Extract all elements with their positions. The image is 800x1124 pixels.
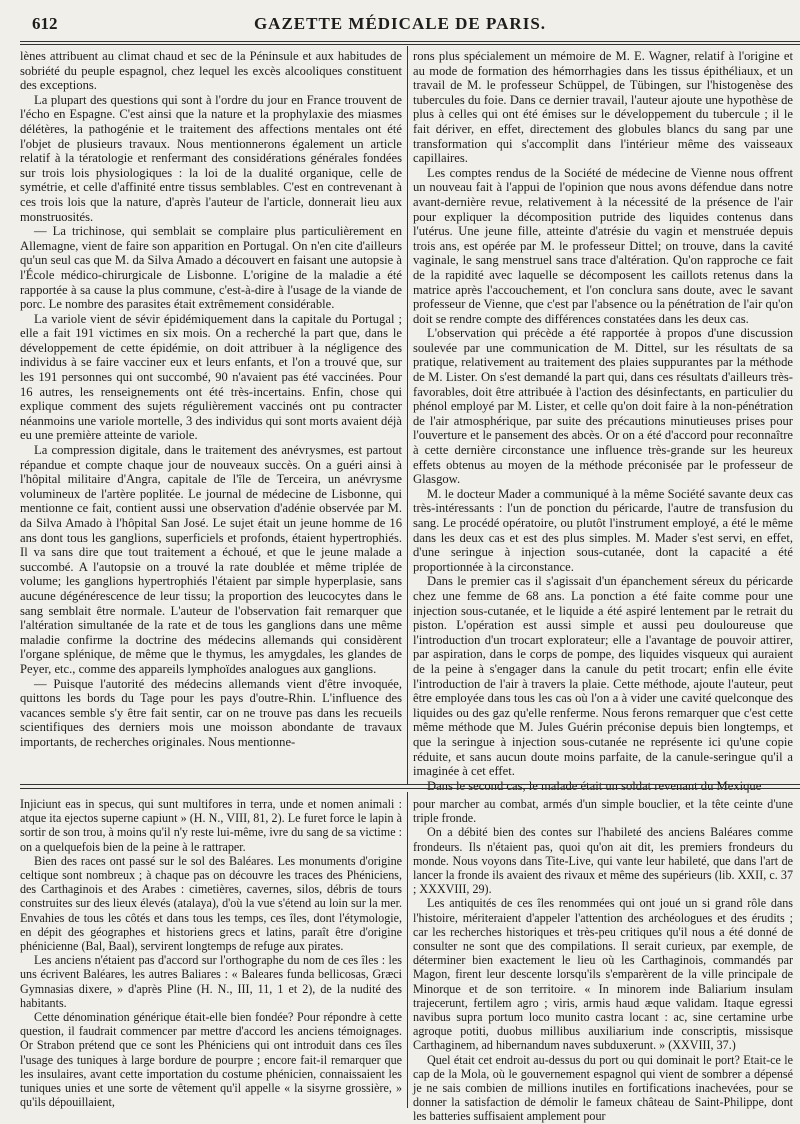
paragraph: Injiciunt eas in specus, qui sunt multifores in terra, unde et nomen animali : atque ita ejectos superne capiunt » (H. N., VIII, 81, 2). Le furet force le lapin à sortir de son trou, à moins qu'il n'y reste lui-même, ivre du sang de sa victime : on a quelquefois bien de la peine à le rattraper. [20, 797, 402, 854]
paragraph: M. le docteur Mader a communiqué à la même Société savante deux cas très-intéressants : l'un de ponction du péricarde, l'autre de transfusion du sang. Le procédé opératoire, ou plutôt l'instrument employé, a été le même dans les deux cas et est des plus simples. M. Mader s'est servi, en effet, d'une seringue à injection sous-cutanée, dont la capacité a été proportionnée à la circonstance. [413, 486, 793, 574]
feuilleton-column-left [20, 797, 402, 1110]
header-rule-thin [20, 44, 800, 45]
paragraph: Dans le premier cas il s'agissait d'un épanchement séreux du péricarde chez une femme de 68 ans. La ponction a été faite comme pour une injection sous-cutanée, et le liquide a été aspiré lentement par le retrait du piston. L'opération est aussi simple et aussi peu douloureuse que l'introduction d'un trocart explorateur; elle a l'avantage de pouvoir attirer, par aspiration, dans le corps de pompe, des liquides visqueux qui auraient de la peine à s'engager dans la canule du petit trocart; enfin elle évite l'introduction de l'air à travers la plaie. Cette méthode, ajoute l'auteur, peut être employée dans tous les cas où l'on a à vider une cavité quelconque des liquides ou des gaz qu'elle renferme. Nous ferons remarquer que c'est cette même méthode que M. Jules Guérin préconise depuis bien longtemps, et que la seringue à injection sous-cutanée ne représente ici qu'une copie réduite, et sans aucun doute moins parfaite, de la canule-seringue qu'il a imaginée à cet effet. [413, 574, 793, 779]
paragraph: — La trichinose, qui semblait se complaire plus particulièrement en Allemagne, vient de faire son apparition en Portugal. On n'en cite d'ailleurs qu'un seul cas que M. da Silva Amado a découvert en faisant une autopsie à l'École médico-chirurgicale de Lisbonne. L'origine de la maladie a été rapportée à sa cause la plus commune, c'est-à-dire à l'usage de la viande de porc. Le nombre des parasites était extrêmement considérable. [20, 224, 402, 312]
paragraph: pour marcher au combat, armés d'un simple bouclier, et la tête ceinte d'une triple fronde. [413, 797, 793, 826]
paragraph: Quel était cet endroit au-dessus du port ou qui dominait le port? Etait-ce le cap de la Mola, où le gouvernement espagnol qui vient de sombrer a dépensé je ne sais combien de millions inutiles en fortifications inachevées, pour se donner la satisfaction de démolir le fameux château de Saint-Philippe, dont les batteries suffisaient amplement pour [413, 1052, 793, 1124]
page-number: 612 [32, 14, 58, 33]
paragraph: La plupart des questions qui sont à l'ordre du jour en France trouvent de l'écho en Espagne. C'est ainsi que la nature et la prophylaxie des miasmes délétères, la pathogénie et le traitement des affections mentales ont été l'objet de plusieurs travaux. Nous mentionnerons également un article relatif à la tératologie et renfermant des considérations générales fondées sur trois lois physiologiques : la loi de la dualité organique, celle de symétrie, et celle d'affinité entre tissus semblables. C'est en contrevenant à ces trois lois que la nature, d'après l'auteur de l'article, donnerait lieu aux monstruosités. [20, 92, 402, 224]
feuilleton-rule-thin [20, 788, 800, 789]
paragraph: On a débité bien des contes sur l'habileté des anciens Baléares comme frondeurs. Ils n'étaient pas, quoi qu'on ait dit, les premiers frondeurs du monde. Nous voyons dans Tite-Live, qui vante leur habileté, que dans l'art de lancer la fronde ils avaient des rivaux et même des supérieurs (lib. XXII, c. 37 ; XXXVIII, 29). [413, 825, 793, 897]
paragraph: Dans le second cas, le malade était un soldat revenant du Mexique [427, 778, 762, 793]
paragraph: Bien des races ont passé sur le sol des Baléares. Les monuments d'origine celtique sont nombreux ; à chaque pas on découvre les traces des Phéniciens, des Carthaginois et des Arabes : cimetières, cavernes, silos, débris de tours construites sur des lieux élevés (atalaya), d'où la vue s'étend au loin sur la mer. Envahies de tous les côtés et dans tous les temps, ces îles, dont l'étymologie, en dépit des géographes et historiens grecs et latins, paraît être d'origine phénicienne (Bal, Baal), servirent longtemps de refuge aux pirates. [20, 853, 402, 954]
top-column-divider [407, 46, 408, 784]
article-column-right [413, 49, 793, 793]
header-rule [20, 41, 800, 42]
page-header [0, 0, 800, 44]
paragraph: Les comptes rendus de la Société de médecine de Vienne nous offrent un nouveau fait à l'appui de l'opinion que nous avons défendue dans notre avant-dernière revue, relativement à la nécessité de la présence de l'air pour expliquer la décomposition putride des liquides contenus dans l'utérus. Une jeune fille, atteinte d'atrésie du vagin et menstruée depuis trois ans, est opérée par M. le professeur Dittel; on trouve, dans la cavité vaginale, le sang menstruel sans trace d'altération. Qu'on rapproche ce fait de la rapidité avec laquelle se décomposent les caillots retenus dans la matrice après l'accouchement, et l'on conclura sans doute, avec le savant professeur de Vienne, que c'est par l'absence ou la pénétration de l'air qu'on doit se rendre compte des différences constatées dans les deux cas. [413, 165, 793, 326]
paragraph: Les anciens n'étaient pas d'accord sur l'orthographe du nom de ces îles : les uns écrivent Baléares, les autres Baliares : « Baleares funda bellicosas, Græci Gymnasias dixere, » d'après Pline (H. N., III, 11, 1 et 2), de la nudité des habitants. [20, 953, 402, 1010]
bottom-column-divider [407, 792, 408, 1108]
paragraph: La variole vient de sévir épidémiquement dans la capitale du Portugal ; elle a fait 191 victimes en six mois. On a recherché la part que, dans le développement de cette épidémie, on doit attribuer à la négligence des individus à se faire vacciner eux et leurs enfants, et l'on a trouvé que, sur les 191 personnes qui ont succombé, 90 n'avaient pas été vaccinées. Pour 16 autres, les renseignements ont été très-incertains. Enfin, chose qui explique comment des sujets régulièrement vaccinés ont pu contracter néanmoins une variole mortelle, 3 des individus qui sont morts avaient déjà eu une première atteinte de variole. [20, 311, 402, 443]
paragraph: Cette dénomination générique était-elle bien fondée? Pour répondre à cette question, il faudrait commencer par mettre d'accord les anciens témoignages. Or Strabon prétend que ce sont les Phéniciens qui ont introduit dans ces îles l'usage des tuniques à large bordure de pourpre ; encore fait-il remarquer que les insulaires, avant cette importation du costume phénicien, connaissaient les tuniques unies et une sorte de vêtement qu'il appelle « la sisyrne grossière, » qu'ils dépouillaient, [20, 1010, 402, 1110]
paragraph: Les antiquités de ces îles renommées qui ont joué un si grand rôle dans l'histoire, mériteraient d'appeler l'attention des archéologues et des érudits ; car les recherches historiques et très-peu critiques qu'il nous a été donné de consulter ne sont que des compilations. Il serait curieux, par exemple, de déterminer bien exactement le lieu où les Carthaginois, commandés par Magon, firent leur descente lorsqu'ils s'emparèrent de la ville principale de Minorque et de son territoire. « In minorem inde Baliarium insulam trajecerunt, fertilem agro ; viris, armis haud æque validam. Itaque egressi navibus supra portum loco munito castra locant : ac, sine certamine urbe agroque potiti, duobus millibus auxiliarium inde conscriptis, missisque Carthaginem, ad hibernandum naves subduxerunt. » (XXVIII, 37.) [413, 896, 793, 1053]
feuilleton-rule [20, 784, 800, 785]
journal-title: GAZETTE MÉDICALE DE PARIS. [253, 14, 547, 33]
article-column-left [20, 49, 402, 781]
paragraph: lènes attribuent au climat chaud et sec de la Péninsule et aux habitudes de sobriété du peuple espagnol, chez lequel les excès alcooliques constituent des exceptions. [20, 49, 402, 93]
paragraph: L'observation qui précède a été rapportée à propos d'une discussion soulevée par une communication de M. Dittel, sur les résultats de sa pratique, relativement au traitement des plaies suppurantes par la méthode de M. Lister. On s'est demandé la part qui, dans ces résultats d'ailleurs très-favorables, doit être attribuée à l'action des désinfectants, en particulier du phénol employé par M. Lister, et celle qu'on doit faire à la non-pénétration de l'air atmosphérique, par suite des précautions minutieuses prises pour l'ouverture et le pansement des abcès. Or on a été d'accord pour reconnaître à cette dernière circonstance une influence très-grande sur les heureux effets obtenus au moyen de la méthode préconisée par le professeur de Glasgow. [413, 326, 793, 487]
paragraph: — Puisque l'autorité des médecins allemands vient d'être invoquée, quittons les bords du Tage pour les pays d'outre-Rhin. L'influence des vacances semble s'y être fait sentir, car on ne trouve pas dans les recueils scientifiques des derniers mois une moisson abondante de travaux importants, de recherches originales. Nous mentionne- [20, 676, 402, 749]
feuilleton-column-right [413, 797, 793, 1124]
paragraph: La compression digitale, dans le traitement des anévrysmes, est partout répandue et compte chaque jour de nouveaux succès. On a guéri ainsi à l'hôpital militaire d'Angra, capitale de l'île de Terceira, un anévrysme volumineux de l'artère poplitée. Le journal de médecine de Lisbonne, qui mentionne ce fait, contient aussi une observation d'adénie observée par M. da Silva Amado à l'hôpital San José. Le sujet était un jeune homme de 16 ans dont tous les ganglions, superficiels et profonds, étaient hypertrophiés. Il va sans dire que tout traitement a échoué, et que le jeune malade a succombé. A l'autopsie on a trouvé la rate doublée et même triplée de volume; les ganglions hypertrophiés l'étaient par simple hyperplasie, sans aucune dégénérescence de leur tissu; la proportion des leucocytes dans le sang semblait être normale. L'auteur de l'observation fait remarquer que l'altération simultanée de la rate et de tous les ganglions dans une même maladie confirme la doctrine des médecins allemands qui considèrent l'organe splénique, de même que le thymus, les amygdales, les glandes de Peyer, etc., comme des appareils lymphoïdes analogues aux ganglions. [20, 443, 402, 676]
paragraph: rons plus spécialement un mémoire de M. E. Wagner, relatif à l'origine et au mode de formation des hémorrhagies dans les tissus épithéliaux, et un travail de M. le professeur Schüppel, de Tübingen, sur l'histogenèse des tubercules du foie. Dans ce dernier travail, l'auteur ajoute une hypothèse de plus à celles qui ont été émises sur le développement du tubercule ; il le fait dériver, en effet, directement des globules blancs du sang par une transformation qui s'accomplit dans l'intérieur même des vaisseaux capillaires. [413, 49, 793, 166]
